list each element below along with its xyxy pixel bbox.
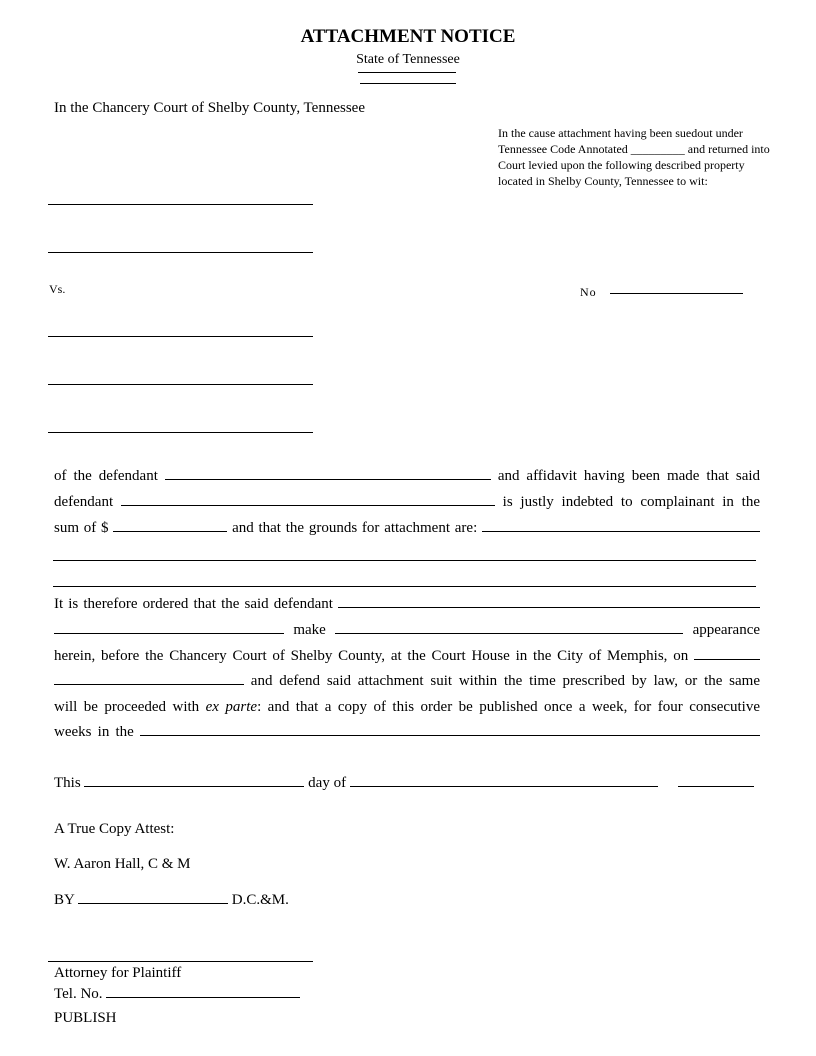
- grounds-field-line-3[interactable]: [53, 586, 756, 587]
- defendant-name-field[interactable]: [165, 479, 491, 480]
- deputy-signature-field[interactable]: [78, 903, 228, 904]
- text-ordered: It is therefore ordered that the said defendant: [54, 596, 333, 612]
- grounds-field[interactable]: [482, 531, 760, 532]
- appearance-type-field[interactable]: [335, 633, 683, 634]
- plaintiff-line-2[interactable]: [48, 252, 313, 253]
- case-number-field[interactable]: [610, 293, 743, 294]
- ordered-defendant-field[interactable]: [338, 607, 760, 608]
- defendant-line-1[interactable]: [48, 336, 313, 337]
- sum-amount-field[interactable]: [113, 531, 227, 532]
- defendant-line-2[interactable]: [48, 384, 313, 385]
- text-day-of: day of: [308, 775, 347, 791]
- text-indebted: is justly indebted to complainant in the: [502, 494, 761, 510]
- body-line-4: [54, 596, 760, 613]
- court-heading: In the Chancery Court of Shelby County, Tennessee: [54, 100, 365, 116]
- day-field[interactable]: [84, 786, 304, 787]
- body-line-8: [54, 699, 760, 716]
- text-published: : and that a copy of this order be published once a week, for four consecutive: [257, 699, 760, 715]
- appearance-date-field[interactable]: [694, 659, 760, 660]
- text-defendant: defendant: [54, 494, 114, 510]
- text-proceeded: will be proceeded with: [54, 699, 200, 715]
- body-line-3: [54, 520, 760, 537]
- text-grounds: and that the grounds for attachment are:: [232, 520, 478, 536]
- body-line-1: [54, 468, 760, 485]
- body-line-7: [54, 673, 760, 690]
- text-make: make: [293, 622, 326, 638]
- defendant-continued-field[interactable]: [54, 633, 284, 634]
- newspaper-field[interactable]: [140, 735, 760, 736]
- body-line-9: [54, 724, 760, 741]
- month-field[interactable]: [350, 786, 658, 787]
- year-field[interactable]: [678, 786, 754, 787]
- grounds-field-line-2[interactable]: [53, 560, 756, 561]
- appearance-date-continued-field[interactable]: [54, 684, 244, 685]
- attest-label: A True Copy Attest:: [54, 821, 175, 837]
- subtitle-double-underline: [360, 83, 456, 84]
- body-line-2: [54, 494, 760, 511]
- text-this: This: [54, 775, 81, 791]
- plaintiff-line-1[interactable]: [48, 204, 313, 205]
- attorney-label: Attorney for Plaintiff: [54, 965, 182, 981]
- attorney-signature-field[interactable]: [48, 961, 313, 962]
- tel-number-field[interactable]: [106, 997, 300, 998]
- versus-label: Vs.: [49, 282, 66, 296]
- text-affidavit: and affidavit having been made that said: [497, 468, 761, 484]
- body-line-5: [54, 622, 760, 639]
- subtitle-underline: [358, 72, 456, 73]
- dated-line: [54, 775, 760, 792]
- clerk-name: W. Aaron Hall, C & M: [54, 856, 191, 872]
- body-line-6: [54, 648, 760, 665]
- defendant-field[interactable]: [121, 505, 495, 506]
- publish-label: PUBLISH: [54, 1010, 117, 1026]
- case-number-label: No: [580, 285, 597, 299]
- text-dcm: D.C.&M.: [231, 892, 289, 908]
- document-title: ATTACHMENT NOTICE: [300, 26, 516, 47]
- text-by: BY: [54, 892, 75, 908]
- text-ex-parte: ex parte: [205, 699, 258, 715]
- tel-line: [54, 986, 300, 1003]
- text-herein: herein, before the Chancery Court of Shelby County, at the Court House in the City of Memphis, on: [54, 648, 689, 664]
- text-appearance: appearance: [692, 622, 761, 638]
- cause-paragraph: In the cause attachment having been suedout under Tennessee Code Annotated _________ and returned into Court levied upon the following described property located in Shelby County, Tennessee to wit:: [498, 126, 770, 188]
- text-sum-of: sum of $: [54, 520, 109, 536]
- text-weeks: weeks in the: [54, 724, 134, 740]
- text-of-the-defendant: of the defendant: [54, 468, 158, 484]
- defendant-line-3[interactable]: [48, 432, 313, 433]
- text-tel: Tel. No.: [54, 986, 103, 1002]
- document-subtitle: State of Tennessee: [356, 52, 460, 67]
- text-defend: and defend said attachment suit within the time prescribed by law, or the same: [250, 673, 761, 689]
- by-line: [54, 892, 289, 909]
